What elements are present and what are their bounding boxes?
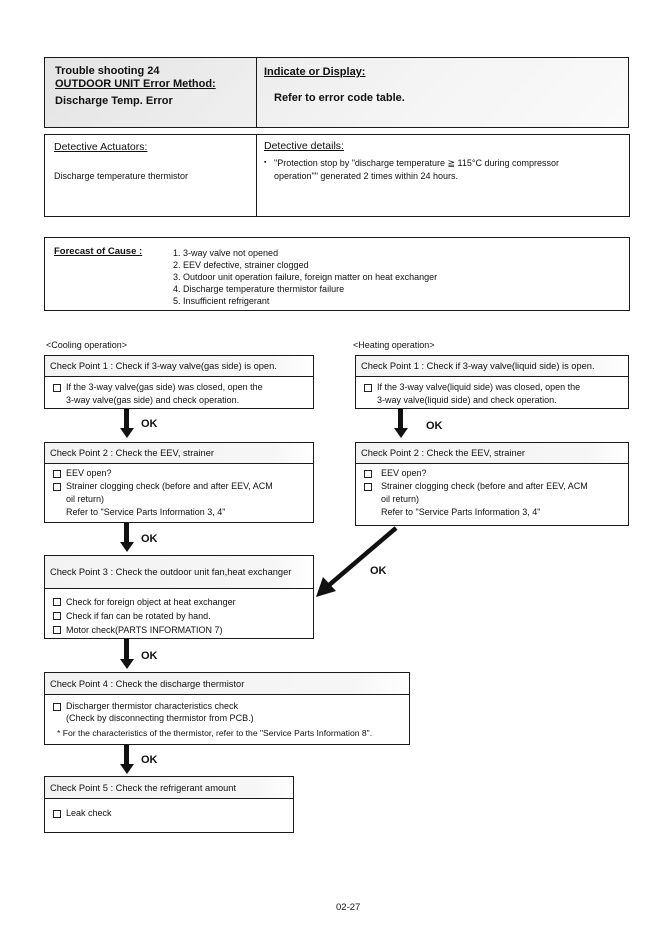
detective-divider xyxy=(256,135,257,216)
check-point-3 xyxy=(44,555,314,639)
heating-cp1-line2: 3-way valve(liquid side) and check operation. xyxy=(377,395,557,405)
error-name: Discharge Temp. Error xyxy=(55,95,173,107)
forecast-cause: 4. Discharge temperature thermistor failure xyxy=(173,284,345,294)
forecast-cause: 3. Outdoor unit operation failure, foreign matter on heat exchanger xyxy=(173,272,438,282)
checkbox-icon xyxy=(364,384,372,392)
header-box xyxy=(44,57,629,128)
cp5-item1: Leak check xyxy=(66,808,112,818)
forecast-list xyxy=(173,247,437,307)
cp4-title: Check Point 4 : Check the discharge thermistor xyxy=(45,673,409,695)
cp3-item: Check for foreign object at heat exchanger xyxy=(66,597,236,607)
forecast-cause: 2. EEV defective, strainer clogged xyxy=(173,260,309,270)
heating-cp2-title: Check Point 2 : Check the EEV, strainer xyxy=(356,443,628,464)
heating-check-point-1 xyxy=(355,355,629,409)
ok-label: OK xyxy=(141,754,158,766)
cp4-item1-cont: (Check by disconnecting thermistor from PCB.) xyxy=(66,713,254,723)
header-divider xyxy=(256,58,257,127)
cooling-cp1-line2: 3-way valve(gas side) and check operation. xyxy=(66,395,240,405)
checkbox-icon xyxy=(53,384,61,392)
checkbox-icon xyxy=(53,810,61,818)
cooling-cp2-item2-ref: Refer to "Service Parts Information 3, 4" xyxy=(66,507,226,517)
ok-label: OK xyxy=(141,533,158,545)
detective-actuators-value: Discharge temperature thermistor xyxy=(54,171,189,181)
detective-details-line1: "Protection stop by "discharge temperature ≧ 115°C during compressor xyxy=(274,158,559,168)
cp3-title: Check Point 3 : Check the outdoor unit fan,heat exchanger xyxy=(45,556,313,589)
checkbox-icon xyxy=(53,483,61,491)
cooling-cp1-title: Check Point 1 : Check if 3-way valve(gas side) is open. xyxy=(45,356,313,377)
heating-cp1-line1: If the 3-way valve(liquid side) was closed, open the xyxy=(377,382,581,392)
checkbox-icon xyxy=(53,470,61,478)
cooling-cp1-line1: If the 3-way valve(gas side) was closed, open the xyxy=(66,382,263,392)
cooling-section-label: <Cooling operation> xyxy=(46,340,128,350)
page-number: 02-27 xyxy=(336,902,361,913)
cooling-cp2-item2: Strainer clogging check (before and after EEV, ACM xyxy=(66,481,273,491)
checkbox-icon xyxy=(53,612,61,620)
trouble-shooting-title: Trouble shooting 24 xyxy=(55,65,160,77)
ok-label: OK xyxy=(370,565,387,577)
ok-label: OK xyxy=(141,650,158,662)
ok-label: OK xyxy=(426,420,443,432)
checkbox-icon xyxy=(364,470,372,478)
ok-label: OK xyxy=(141,418,158,430)
indicate-label: Indicate or Display: xyxy=(264,66,366,78)
detective-actuators-label: Detective Actuators: xyxy=(54,141,148,153)
heating-cp2-item2-cont: oil return) xyxy=(381,494,420,504)
heating-cp1-title: Check Point 1 : Check if 3-way valve(liquid side) is open. xyxy=(356,356,628,377)
forecast-cause: 1. 3-way valve not opened xyxy=(173,248,279,258)
cooling-cp2-item1: EEV open? xyxy=(66,468,112,478)
cp4-item1: Discharger thermistor characteristics check xyxy=(66,701,239,711)
cooling-cp2-item2-cont: oil return) xyxy=(66,494,105,504)
forecast-box xyxy=(44,237,630,311)
heating-cp2-item2: Strainer clogging check (before and after EEV, ACM xyxy=(381,481,588,491)
checkbox-icon xyxy=(53,598,61,606)
error-method-label: OUTDOOR UNIT Error Method: xyxy=(55,78,216,90)
cp5-title: Check Point 5 : Check the refrigerant amount xyxy=(45,777,293,799)
heating-check-point-2 xyxy=(355,442,629,526)
cooling-check-point-2 xyxy=(44,442,314,523)
cp3-item: Check if fan can be rotated by hand. xyxy=(66,611,211,621)
detective-box xyxy=(44,134,630,217)
cooling-cp2-title: Check Point 2 : Check the EEV, strainer xyxy=(45,443,313,464)
cp3-item: Motor check(PARTS INFORMATION 7) xyxy=(66,625,223,635)
check-point-5 xyxy=(44,776,294,833)
checkbox-icon xyxy=(53,703,61,711)
checkbox-icon xyxy=(364,483,372,491)
bullet-icon: ▪ xyxy=(264,159,267,166)
indicate-value: Refer to error code table. xyxy=(274,92,405,104)
heating-cp2-item2-ref: Refer to "Service Parts Information 3, 4" xyxy=(381,507,541,517)
forecast-label: Forecast of Cause : xyxy=(54,246,143,257)
heating-section-label: <Heating operation> xyxy=(353,340,435,350)
arrow-diagonal-icon xyxy=(300,522,410,602)
detective-details-label: Detective details: xyxy=(264,140,344,152)
cp4-note: * For the characteristics of the thermistor, refer to the "Service Parts Information 8". xyxy=(57,728,373,738)
forecast-cause: 5. Insufficient refrigerant xyxy=(173,296,270,306)
detective-details-line2: operation"" generated 2 times within 24 hours. xyxy=(274,171,458,181)
heating-cp2-item1: EEV open? xyxy=(381,468,427,478)
check-point-4 xyxy=(44,672,410,745)
checkbox-icon xyxy=(53,626,61,634)
cooling-check-point-1 xyxy=(44,355,314,409)
